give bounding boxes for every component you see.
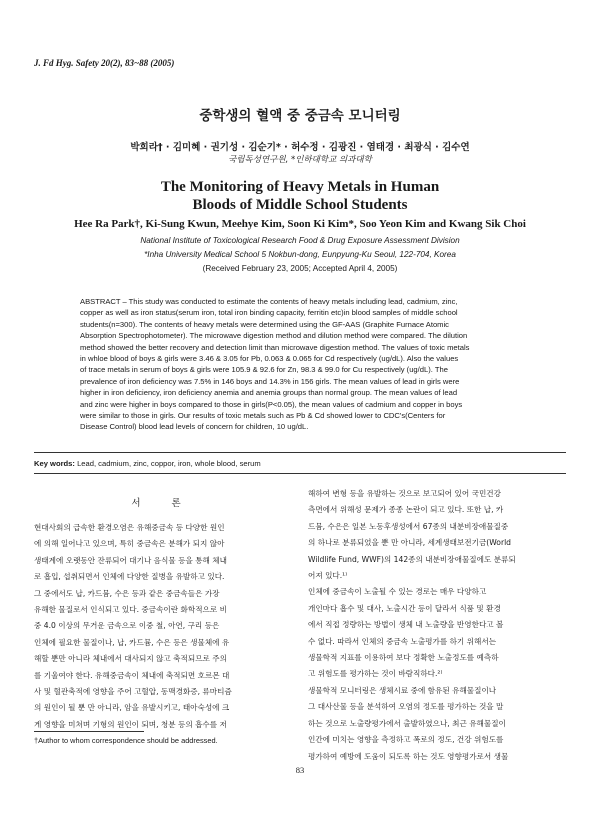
body-text-line: 해할 뿐만 아니라 체내에서 대사되지 않고 축적되므로 주의 [34, 654, 227, 664]
body-text-line: Wildlife Fund, WWF)의 142종의 내분비장애물질에도 분류되 [308, 554, 516, 564]
body-text-line: 중 4.0 이상의 무거운 금속으로 이중 철, 아연, 구리 등은 [34, 621, 220, 631]
received-dates: (Received February 23, 2005; Accepted April 4, 2005) [202, 264, 398, 273]
footnote-rule [34, 731, 144, 732]
korean-authors: 박희라† · 김미혜 · 권기성 · 김순기* · 허수정 · 김광진 · 염태경 · 최광식 · 김수연 [130, 142, 470, 153]
abstract-line: copper as well as iron status(serum iron, total iron binding capacity, ferritin etc)in blood samples of middle school [80, 308, 458, 318]
english-title-line-1: The Monitoring of Heavy Metals in Human [160, 179, 440, 195]
abstract-line: of trace metals in serum of boys & girls were 105.9 & 92.6 for Zn, 98.3 & 99.0 for Cu respectively (ug/dL). The [80, 365, 448, 375]
body-text-line: 의 원인이 될 뿐 만 아니라, 암을 유발시키고, 태아숙성에 크 [34, 703, 230, 713]
body-text-line: 고 위험도를 평가하는 것이 바람직하다.²⁾ [308, 669, 443, 679]
abstract-line: in whloe blood of boys & girls were 3.46 & 3.05 for Pb, 0.063 & 0.065 for Cd respectively (ug/dL). Also the values [80, 354, 459, 364]
korean-affiliation: 국립독성연구원, *인하대학교 의과대학 [228, 155, 372, 165]
abstract-line: Absorption Spectrophotometer). The microwave digestion method and dilution method were compared. The dilution [80, 331, 468, 341]
english-authors: Hee Ra Park†, Ki-Sung Kwun, Meehye Kim, Soon Ki Kim*, Soo Yeon Kim and Kwang Sik Choi [74, 218, 526, 230]
body-text-line: 생물학적 모니터링은 생체시료 중에 함유된 유해물질이나 [308, 685, 497, 695]
body-text-line: 게 영향을 미쳐며 기형의 원인이 되며, 청분 등의 흡수를 저 [34, 719, 227, 729]
body-text-line: 그 중에서도 납, 카드뮴, 수은 등과 같은 중금속들은 가장 [34, 588, 220, 598]
body-text-line: 현대사회의 급속한 환경오염은 유해중금속 등 다양한 원인 [34, 523, 225, 532]
abstract-line: method showed the better recovery and detection limit than microwave digestion method. The values of toxic metals [80, 342, 470, 352]
abstract-line: Disease Control) blood lead levels of concern for children, 10 ug/dL. [80, 422, 309, 432]
right-column-body [308, 486, 566, 765]
body-text-line: 생물학적 지표를 이용하여 보다 정확한 노출정도를 예측하 [308, 653, 499, 663]
left-column-body [34, 520, 292, 733]
korean-title: 중학생의 혈액 중 중금속 모니터링 [199, 108, 401, 124]
body-text-line: 인체에 중금속이 노출될 수 있는 경로는 매우 다양하고 [308, 587, 487, 597]
body-text-line: 로 흡입, 섭취되면서 인체에 다양한 질병을 유발하고 있다. [34, 572, 225, 582]
body-text-line: 하는 것으로 노출량평가에서 출발하였으나, 최근 유해물질이 [308, 718, 506, 728]
section-heading-introduction: 서 론 [131, 498, 195, 509]
body-text-line: 사 및 혈관축적에 영향을 주어 고혈압, 동맥경화증, 류마티즘 [34, 687, 232, 697]
body-text-line: 개인마다 흡수 및 대사, 노출시간 등이 달라서 식품 및 환경 [308, 603, 501, 613]
body-text-line: 그 대사산물 등을 분석하여 오염의 정도를 평가하는 것을 말 [308, 702, 504, 712]
keywords-label: Key words: [34, 459, 75, 468]
keywords-bottom-rule [34, 473, 566, 474]
english-affiliation-1: National Institute of Toxicological Research Food & Drug Exposure Assessment Division [140, 236, 460, 245]
abstract-line: higher in iron deficiency, iron deficiency anemia and anemia groups than normal group. The mean values of lead [80, 388, 458, 398]
body-text-line: 에 의해 일어나고 있으며, 특히 중금속은 분해가 되지 않아 [34, 539, 225, 549]
body-text-line: 드뮴, 수은은 일본 노동후생성에서 67종의 내분비장애물질중 [308, 521, 509, 531]
keywords-text: Lead, cadmium, zinc, coppor, iron, whole blood, serum [77, 459, 261, 468]
body-text-line: 유해한 물질로서 인식되고 있다. 중금속이란 화학적으로 비 [34, 605, 227, 615]
body-text-line: 인간에 미치는 영향을 측정하고 폭로의 정도, 건강 위험도를 [308, 735, 504, 745]
abstract [80, 296, 526, 433]
body-text-line: 측면에서 위해성 문제가 종종 논란이 되고 있다. 또한 납, 카 [308, 505, 504, 515]
abstract-line: were similar to those in girls. Our results of toxic metals such as Pb & Cd showed lower to CDC's(Centers for [80, 411, 446, 421]
body-text-line: 의 하나로 분류되었을 뿐 만 아니라, 세계생태보전기금(World [308, 538, 512, 548]
abstract-line: students(n=300). The contents of heavy metals were determined using the GF-AAS (Graphite Furnace Atomic [80, 319, 449, 329]
body-text-line: 평가하여 예방에 도움이 되도록 하는 것도 영향평가로서 생물 [308, 751, 509, 761]
footnote: †Author to whom correspondence should be addressed. [34, 736, 218, 745]
body-text-line: 에서 직접 정량하는 방법이 생체 내 노출량을 반영한다고 볼 [308, 620, 504, 630]
abstract-line: and zinc were higher in boys compared to those in girls(P<0.05), the mean values of cadmium and copper in boys [80, 399, 463, 409]
page-number: 83 [295, 765, 305, 775]
keywords [34, 459, 261, 468]
body-text-line: 해하여 변형 등을 유발하는 것으로 보고되어 있어 국민건강 [308, 489, 501, 498]
english-affiliation-2: *Inha University Medical School 5 Nokbun-dong, Eunpyung-Ku Seoul, 122-704, Korea [144, 250, 456, 259]
abstract-line: prevalence of iron deficiency was 7.5% in 146 boys and 14.3% in 156 girls. The mean values of lead in girls were [80, 376, 460, 386]
body-text-line: 인체에 필요한 물질이나, 납, 카드뮴, 수은 등은 생물체에 유 [34, 637, 230, 647]
body-text-line: 생태계에 오랫동안 잔류되어 대기나 음식물 등을 통해 체내 [34, 555, 227, 565]
body-text-line: 를 기울여야 한다. 유해중금속이 체내에 축적되면 호르몬 대 [34, 670, 230, 680]
keywords-top-rule [34, 452, 566, 453]
body-text-line: 수 없다. 따라서 인체의 중금속 노출평가를 하기 위해서는 [308, 636, 497, 646]
english-title [0, 178, 600, 214]
abstract-line: ABSTRACT – This study was conducted to estimate the contents of heavy metals including lead, cadmium, zinc, [80, 297, 458, 306]
journal-reference: J. Fd Hyg. Safety 20(2), 83~88 (2005) [34, 58, 175, 68]
body-text-line: 어져 있다.¹⁾ [308, 571, 348, 581]
english-title-line-2: Bloods of Middle School Students [192, 197, 408, 213]
